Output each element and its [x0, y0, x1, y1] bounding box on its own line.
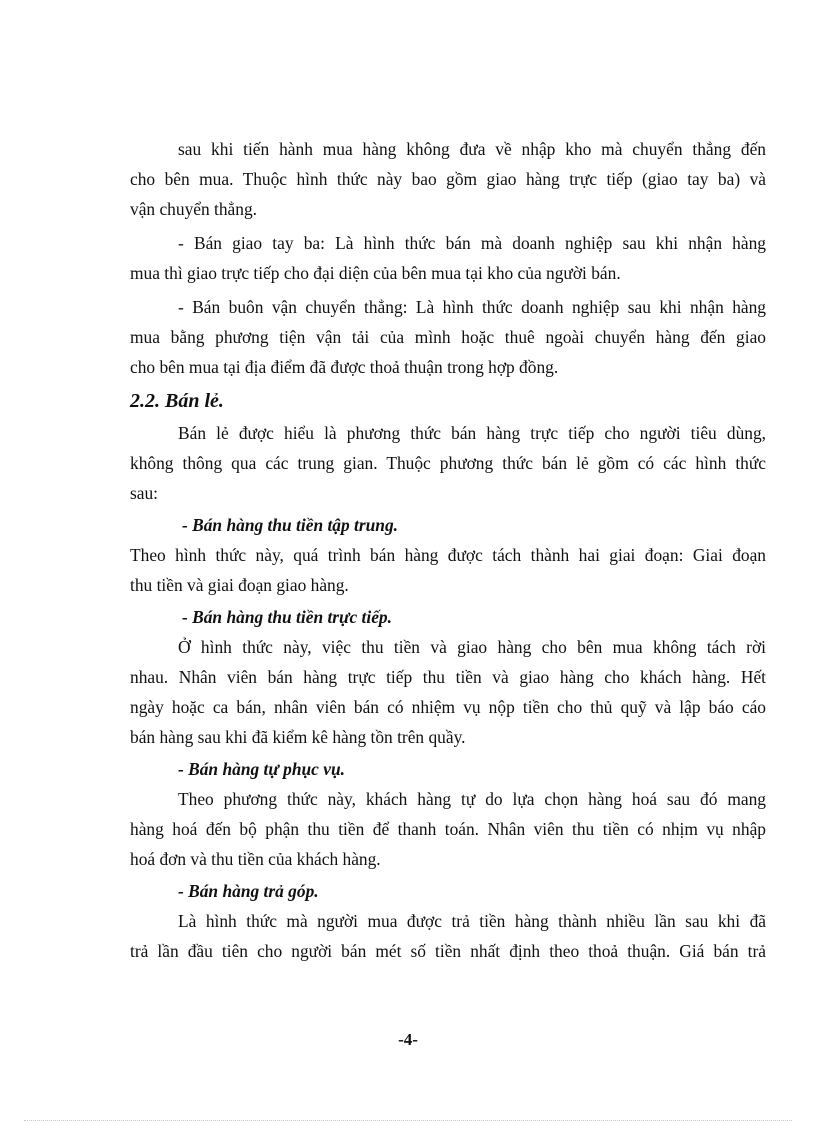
page-bottom-divider	[24, 1120, 792, 1121]
paragraph-line: - Bán giao tay ba: Là hình thức bán mà doanh nghiệp sau khi nhận hàng	[178, 233, 766, 253]
paragraph-line: Là hình thức mà người mua được trả tiền hàng thành nhiều lần sau khi đã	[178, 911, 766, 931]
subheading-thu-tien-truc-tiep: - Bán hàng thu tiền trực tiếp.	[182, 607, 392, 627]
section-heading: 2.2. Bán lẻ.	[130, 390, 224, 412]
intro-paragraph	[130, 134, 766, 224]
paragraph-line: hoá đơn và thu tiền của khách hàng.	[130, 849, 381, 869]
ban-le-paragraph	[130, 418, 766, 508]
paragraph-line: Theo phương thức này, khách hàng tự do lựa chọn hàng hoá sau đó mang	[178, 789, 766, 809]
paragraph-line: trả lần đầu tiên cho người bán mét số tiền nhất định theo thoả thuận. Giá bán trả	[130, 941, 766, 961]
paragraph-line: vận chuyển thẳng.	[130, 199, 258, 219]
paragraph-line: Theo hình thức này, quá trình bán hàng được tách thành hai giai đoạn: Giai đoạn	[130, 545, 766, 565]
thu-tien-tap-trung-paragraph	[130, 540, 766, 600]
paragraph-line: cho bên mua tại địa điểm đã được thoả thuận trong hợp đồng.	[130, 357, 559, 377]
subheading-thu-tien-tap-trung: - Bán hàng thu tiền tập trung.	[182, 515, 399, 535]
paragraph-line: ngày hoặc ca bán, nhân viên bán có nhiệm vụ nộp tiền cho thủ quỹ và lập báo cáo	[130, 697, 766, 717]
paragraph-line: mua bằng phương tiện vận tải của mình hoặc thuê ngoài chuyển hàng đến giao	[130, 327, 766, 347]
subheading-tra-gop: - Bán hàng trả góp.	[178, 881, 319, 901]
page-number: -4-	[398, 1030, 418, 1049]
subheading-tu-phuc-vu: - Bán hàng tự phục vụ.	[178, 759, 345, 779]
paragraph-line: thu tiền và giai đoạn giao hàng.	[130, 575, 349, 595]
paragraph-line: nhau. Nhân viên bán hàng trực tiếp thu tiền và giao hàng cho khách hàng. Hết	[130, 667, 766, 687]
giao-tay-ba-paragraph	[130, 228, 766, 288]
paragraph-line: mua thì giao trực tiếp cho đại diện của bên mua tại kho của người bán.	[130, 263, 621, 283]
tra-gop-paragraph	[130, 906, 766, 966]
paragraph-line: sau khi tiến hành mua hàng không đưa về nhập kho mà chuyển thẳng đến	[178, 139, 766, 159]
paragraph-line: Ở hình thức này, việc thu tiền và giao hàng cho bên mua không tách rời	[178, 637, 766, 657]
thu-tien-truc-tiep-paragraph	[130, 632, 766, 752]
paragraph-line: Bán lẻ được hiểu là phương thức bán hàng trực tiếp cho người tiêu dùng,	[178, 423, 766, 443]
paragraph-line: sau:	[130, 483, 159, 503]
paragraph-line: cho bên mua. Thuộc hình thức này bao gồm giao hàng trực tiếp (giao tay ba) và	[130, 169, 766, 189]
page-body	[130, 134, 766, 966]
paragraph-line: bán hàng sau khi đã kiểm kê hàng tồn trên quầy.	[130, 727, 466, 747]
paragraph-line: hàng hoá đến bộ phận thu tiền để thanh toán. Nhân viên thu tiền có nhịm vụ nhập	[130, 819, 766, 839]
van-chuyen-thang-paragraph	[130, 292, 766, 382]
tu-phuc-vu-paragraph	[130, 784, 766, 874]
paragraph-line: không thông qua các trung gian. Thuộc phương thức bán lẻ gồm có các hình thức	[130, 453, 766, 473]
paragraph-line: - Bán buôn vận chuyển thẳng: Là hình thức doanh nghiệp sau khi nhận hàng	[178, 297, 766, 317]
